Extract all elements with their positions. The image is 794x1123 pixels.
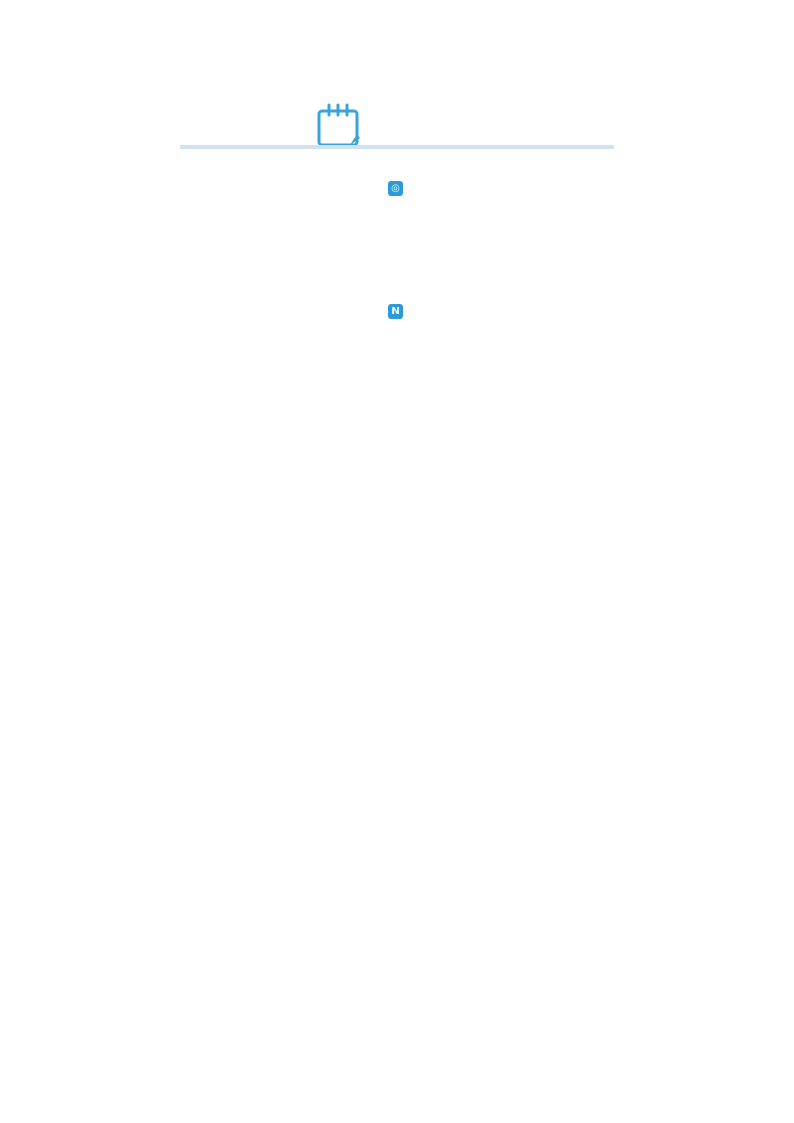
process-heading: [0, 298, 794, 319]
process-icon: N: [388, 304, 403, 319]
target-icon: ◎: [388, 181, 403, 196]
header-divider: [180, 145, 614, 149]
calendar-icon: [316, 102, 364, 148]
page-header: [180, 96, 614, 152]
goals-heading: [0, 175, 794, 196]
